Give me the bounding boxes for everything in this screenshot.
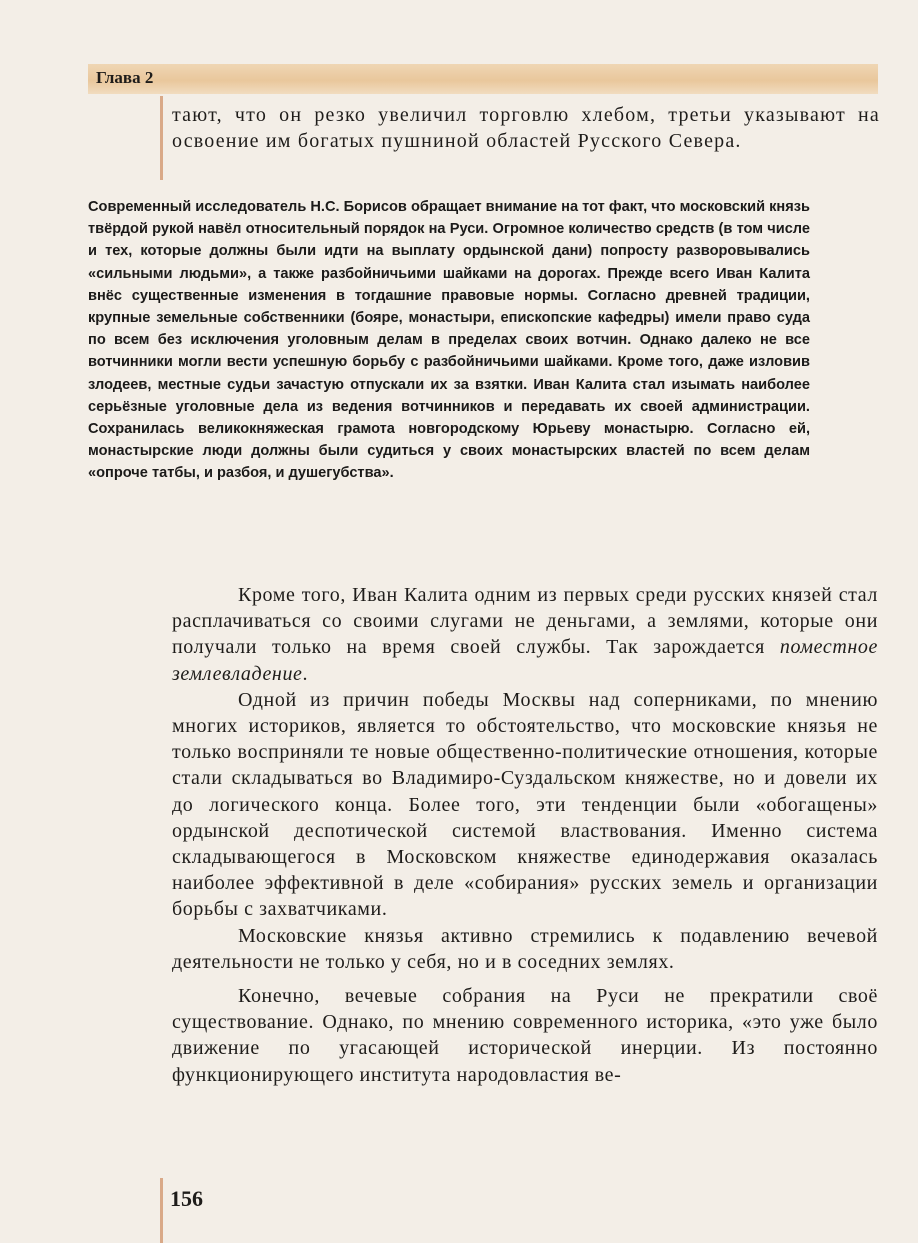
paragraph-4: Конечно, вечевые собрания на Руси не прекратили своё существование. Однако, по мнению современного историка, «это уже было движение по угасающей исторической инерции. Из постоянно функционирующего института народовластия ве- <box>172 985 878 1086</box>
paragraph-3: Московские князья активно стремились к подавлению вечевой деятельности не только у себя, но и в соседних землях. <box>172 924 878 973</box>
term-pomestnoe: поместное землевладение <box>172 636 878 685</box>
intro-paragraph: тают, что он резко увеличил торговлю хлебом, третьи указывают на освоение им богатых пушниной областей Русского Севера. <box>172 104 880 152</box>
chapter-title: Глава 2 <box>96 68 154 87</box>
chapter-header-band <box>88 64 878 94</box>
page-number: 156 <box>170 1186 203 1211</box>
paragraph-1-end: . <box>302 662 309 685</box>
paragraph-1-text: Кроме того, Иван Калита одним из первых среди русских князей стал расплачиваться со своими слугами не деньгами, а землями, которые они получали только на время своей службы. Так зарождается <box>172 584 878 659</box>
aside-block: Современный исследователь Н.С. Борисов обращает внимание на тот факт, что московский князь твёрдой рукой навёл относительный порядок на Руси. Огромное количество средств (в том числе и тех, которые должны были идти на выплату ордынской дани) попросту разворовывались «сильными людьми», а также разбойничьими шайками на дорогах. Прежде всего Иван Калита внёс существенные изменения в тогдашние правовые нормы. Согласно древней традиции, крупные земельные собственники (бояре, монастыри, епископские кафедры) имели право суда по всем без исключения уголовным делам в пределах своих вотчин. Однако далеко не все вотчинники могли вести успешную борьбу с разбойничьими шайками. Кроме того, даже изловив злодеев, местные судьи зачастую отпускали их за взятки. Иван Калита стал изымать наиболее серьёзные уголовные дела из ведения вотчинников и передавать их своей администрации. Сохранилась великокняжеская грамота новгородскому Юрьеву монастырю. Согласно ей, монастырские люди должны были судиться у своих монастырских властей по всем делам «опроче татбы, и разбоя, и душегубства». <box>88 199 810 482</box>
main-text <box>172 582 878 1088</box>
margin-rule <box>160 96 163 180</box>
margin-rule-bottom <box>160 1178 163 1243</box>
paragraph-1 <box>172 582 878 687</box>
paragraph-2: Одной из причин победы Москвы над соперниками, по мнению многих историков, является то обстоятельство, что московские князья не только восприняли те новые общественно-политические отношения, которые стали складываться во Владимиро-Суздальском княжестве, но и довели их до логического конца. Более того, эти тенденции были «обогащены» ордынской деспотической системой властвования. Именно система складывающегося в Московском княжестве единодержавия оказалась наиболее эффективной в деле «собирания» русских земель и организации борьбы с захватчиками. <box>172 688 878 921</box>
